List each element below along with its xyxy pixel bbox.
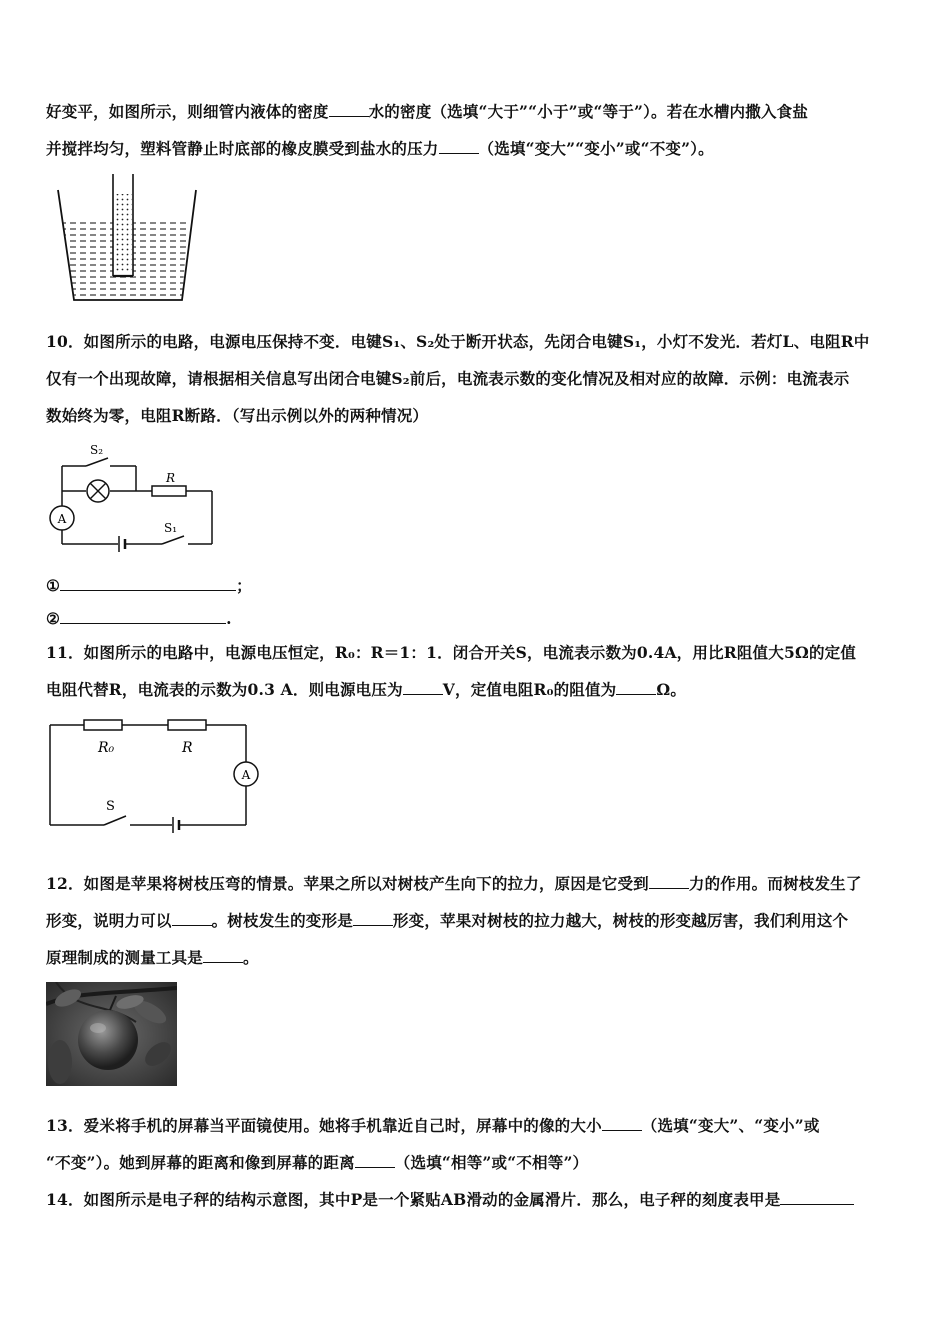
q10-answer2: ② .	[46, 601, 908, 637]
blank[interactable]	[439, 135, 479, 154]
blank[interactable]	[353, 907, 393, 926]
q10-line3: 数始终为零，电阻R断路．（写出示例以外的两种情况）	[46, 406, 429, 425]
q10-answer1: ① ；	[46, 568, 908, 604]
q12-line3: 原理制成的测量工具是 。	[46, 940, 908, 976]
switch-s-label: S	[106, 799, 115, 814]
q10-line1: 10．如图所示的电路，电源电压保持不变．电键S₁、S₂处于断开状态，先闭合电键S₁，小灯不发光．若灯L、电阻R中	[46, 332, 870, 351]
q14-line1: 14．如图所示是电子秤的结构示意图，其中P是一个紧贴AB滑动的金属滑片．那么，电子秤的刻度表甲是	[46, 1182, 908, 1218]
blank[interactable]	[602, 1112, 642, 1131]
resistor-r0-label: R₀	[98, 740, 115, 756]
q12-line2: 形变，说明力可以 。树枝发生的变形是 形变，苹果对树枝的拉力越大，树枝的形变越厉害，我们利用这个	[46, 903, 908, 939]
switch-s1-label: S₁	[164, 521, 178, 535]
blank[interactable]	[403, 676, 443, 695]
blank[interactable]	[172, 907, 212, 926]
circuit-figure-q10	[42, 438, 222, 556]
q12-line1: 12．如图是苹果将树枝压弯的情景。苹果之所以对树枝产生向下的拉力，原因是它受到 力的作用。而树枝发生了	[46, 866, 908, 902]
switch-s2-label: S₂	[90, 443, 104, 457]
answer-blank-2[interactable]	[60, 605, 226, 624]
answer-blank-1[interactable]	[60, 572, 236, 591]
blank[interactable]	[616, 676, 656, 695]
q10-line2: 仅有一个出现故障，请根据相关信息写出闭合电键S₂前后，电流表示数的变化情况及相对应的故障．示例：电流表示	[46, 369, 850, 388]
apple-branch-photo	[46, 982, 177, 1086]
blank[interactable]	[780, 1186, 854, 1205]
q9-line1: 好变平，如图所示，则细管内液体的密度 水的密度（选填“大于”“小于”或“等于”）。若在水槽内撒入食盐	[46, 94, 908, 130]
q9-line2: 并搅拌均匀，塑料管静止时底部的橡皮膜受到盐水的压力 （选填“变大”“变小”或“不变”）。	[46, 131, 908, 167]
ammeter-label: A	[57, 512, 67, 526]
resistor-r-label: R	[182, 740, 193, 756]
blank[interactable]	[203, 944, 243, 963]
circuit-figure-q11	[44, 712, 266, 836]
q13-line1: 13．爱米将手机的屏幕当平面镜使用。她将手机靠近自己时，屏幕中的像的大小 （选填“变大”、“变小”或	[46, 1108, 908, 1144]
q11-line2: 电阻代替R，电流表的示数为0.3 A．则电源电压为 V，定值电阻R₀的阻值为 Ω。	[46, 672, 908, 708]
blank[interactable]	[649, 870, 689, 889]
resistor-r-label: R	[166, 471, 176, 485]
water-tank-figure	[50, 172, 200, 307]
ammeter-label: A	[241, 768, 251, 782]
q13-line2: “不变”）。她到屏幕的距离和像到屏幕的距离 （选填“相等”或“不相等”）	[46, 1145, 908, 1181]
blank[interactable]	[329, 98, 369, 117]
blank[interactable]	[355, 1149, 395, 1168]
q11-line1: 11．如图所示的电路中，电源电压恒定，R₀：R＝1：1．闭合开关S，电流表示数为0.4A，用比R阻值大5Ω的定值	[46, 643, 857, 662]
